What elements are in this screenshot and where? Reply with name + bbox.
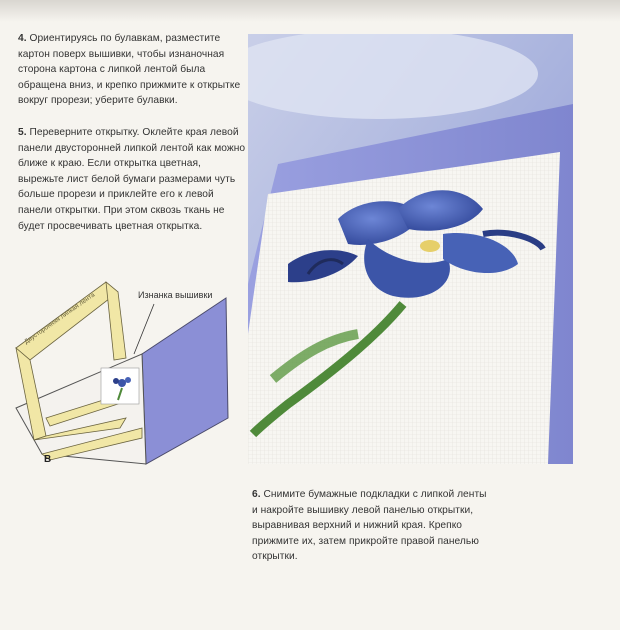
instruction-step-5 [18,125,246,234]
page-top-shadow [0,0,620,22]
step-number: 4. [18,33,27,44]
iris-embroidery-photo [248,34,573,464]
step-text: Снимите бумажные подкладки с липкой ленты и накройте вышивку левой панелью открытки, выравнивая верхний и нижний края. Крепко прижмите их, затем прикройте правой панелью открытки. [252,489,487,563]
photo-illustration [248,34,573,464]
figure-letter: B [44,454,52,465]
instruction-step-6 [252,487,492,565]
tape-label: Двусторонняя липкая лента [23,291,97,346]
step-number: 5. [18,127,27,138]
fabric-back-callout: Изнанка вышивки [138,290,213,300]
step-text: Ориентируясь по булавкам, разместите картон поверх вышивки, чтобы изнаночная сторона картона с липкой лентой была обращена вниз, и крепко прижмите к открытке вокруг прорези; уберите булавки. [18,33,241,107]
step-number: 6. [252,489,261,500]
instruction-step-4 [18,31,246,109]
step-text: Переверните открытку. Оклейте края левой панели двусторонней липкой лентой как можно ближе к краю. Если открытка цветная, вырежьте лист белой бумаги размерами чуть больше прорези и приклейте его к левой панели открытки. При этом сквозь ткань не будет просвечивать цветная открытка. [18,127,246,232]
